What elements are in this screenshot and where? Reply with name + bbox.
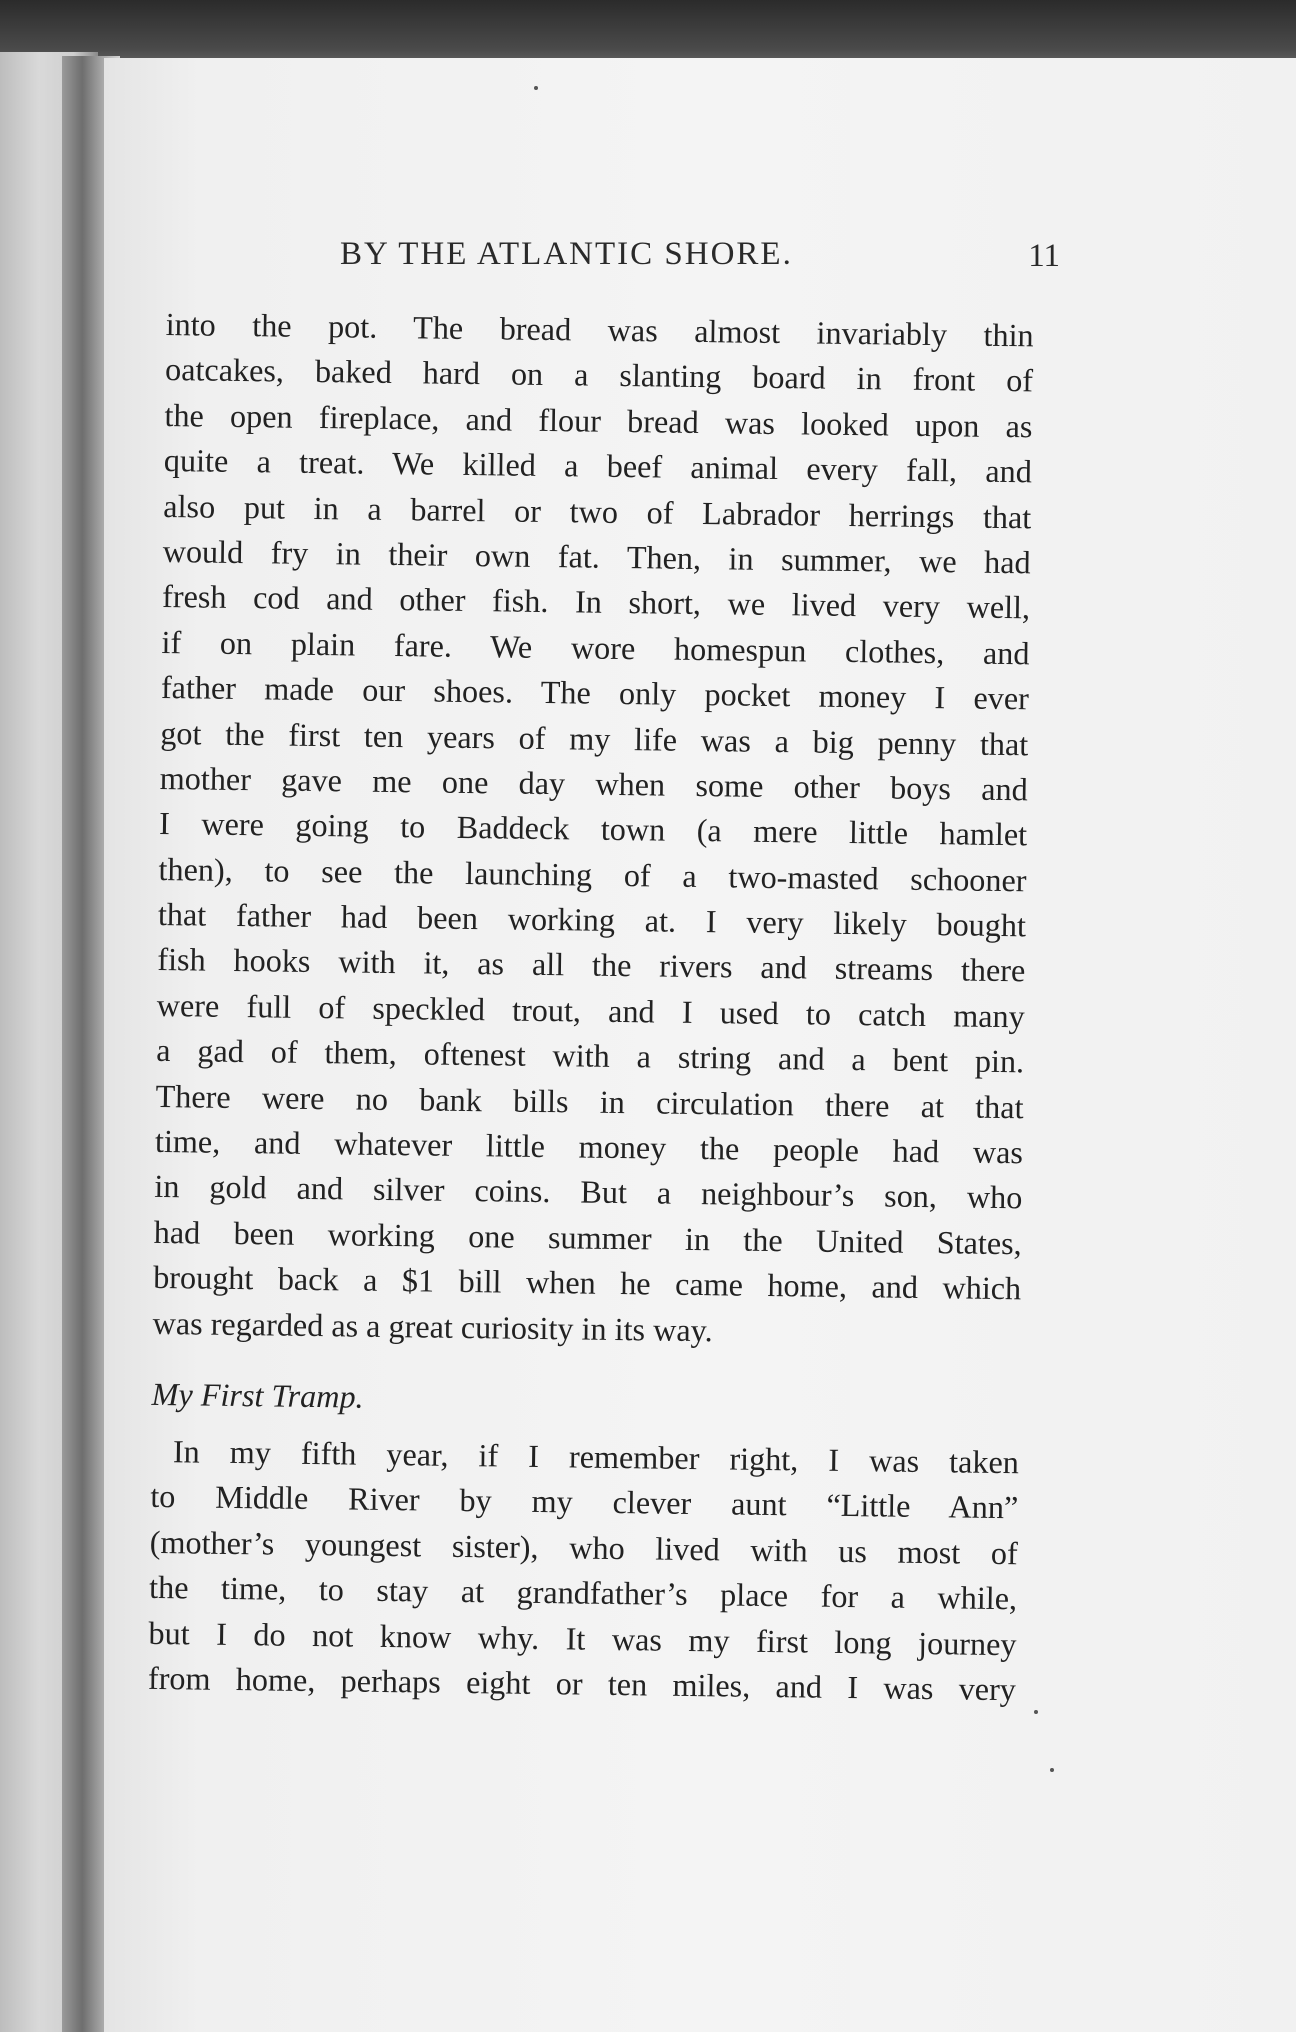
text-line: were full of speckled trout, and I used to catch many xyxy=(156,986,1025,1035)
text-line: the time, to stay at grandfather’s place for a while, xyxy=(148,1569,1018,1617)
text-line: also put in a barrel or two of Labrador herrings that xyxy=(163,487,1032,535)
text-line: fish hooks with it, as all the rivers and streams there xyxy=(157,941,1026,989)
ink-speck xyxy=(1050,1768,1054,1772)
text-line: if on plain fare. We wore homespun clothes, and xyxy=(161,623,1030,672)
running-title: BY THE ATLANTIC SHORE. xyxy=(340,236,793,272)
text-line: the open fireplace, and flour bread was looked upon as xyxy=(164,396,1033,445)
paragraph xyxy=(148,1429,1019,1713)
text-line: from home, perhaps eight or ten miles, and I was very xyxy=(147,1659,1017,1708)
paragraph xyxy=(152,302,1034,1357)
text-line: quite a treat. We killed a beef animal every fall, and xyxy=(163,442,1033,490)
text-line: in gold and silver coins. But a neighbour’s son, who xyxy=(154,1168,1023,1216)
page-body xyxy=(148,302,1034,1713)
text-line: mother gave me one day when some other boys and xyxy=(159,759,1028,808)
text-line: I were going to Baddeck town (a mere little hamlet xyxy=(158,805,1028,853)
text-line: father made our shoes. The only pocket money I ever xyxy=(160,669,1030,717)
text-line: got the first ten years of my life was a big penny that xyxy=(160,714,1029,762)
text-line: (mother’s youngest sister), who lived with us most of xyxy=(149,1523,1018,1572)
text-line: that father had been working at. I very likely bought xyxy=(157,896,1027,944)
page-number: 11 xyxy=(1028,238,1060,274)
ink-speck xyxy=(1034,1710,1038,1714)
text-line: There were no bank bills in circulation there at that xyxy=(155,1077,1024,1125)
page-header xyxy=(340,236,1060,280)
text-line: had been working one summer in the United States, xyxy=(153,1213,1022,1262)
text-line: but I do not know why. It was my first long journey xyxy=(148,1614,1017,1662)
text-line: fresh cod and other fish. In short, we lived very well, xyxy=(161,578,1031,626)
text-line: In my fifth year, if I remember right, I was taken xyxy=(172,1433,1020,1481)
text-line: brought back a $1 bill when he came home, and which xyxy=(152,1259,1022,1307)
text-line: would fry in their own fat. Then, in summer, we had xyxy=(162,532,1031,581)
text-line: was regarded as a great curiosity in its way. xyxy=(152,1304,713,1348)
text-line: to Middle River by my clever aunt “Little Ann” xyxy=(150,1478,1019,1526)
ink-speck xyxy=(534,86,538,90)
text-line: into the pot. The bread was almost invariably thin xyxy=(165,305,1034,354)
text-line: then), to see the launching of a two-masted schooner xyxy=(158,850,1027,898)
text-line: a gad of them, oftenest with a string and a bent pin. xyxy=(155,1032,1025,1080)
text-line: oatcakes, baked hard on a slanting board in front of xyxy=(164,351,1034,399)
text-line: time, and whatever little money the people had was xyxy=(154,1122,1024,1171)
section-heading: My First Tramp. xyxy=(151,1375,364,1415)
